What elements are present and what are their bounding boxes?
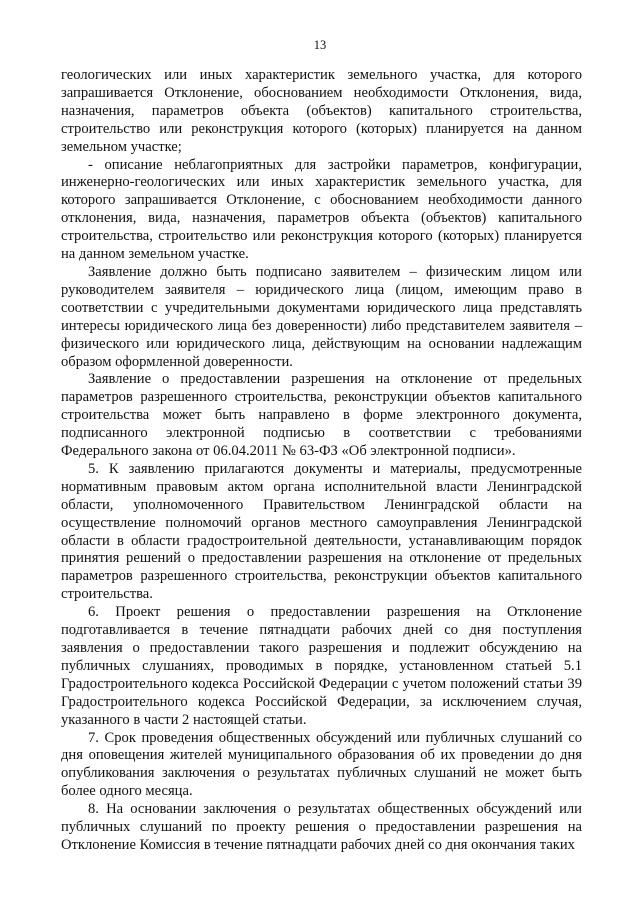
document-body — [61, 67, 582, 855]
paragraph-item-7: 7. Срок проведения общественных обсуждений или публичных слушаний со дня оповещения жителей муниципального образования об их проведении до дня опубликования заключения о результатах публичных слушаний не может быть более одного месяца. — [61, 729, 582, 800]
page-number: 13 — [313, 38, 327, 52]
paragraph-item-5: 5. К заявлению прилагаются документы и материалы, предусмотренные нормативным правовым актом органа исполнительной власти Ленинградской области, уполномоченного Правительством Ленинградской области на осуществление полномочий органов местного самоуправления Ленинградской области в области градостроительной деятельности, устанавливающим порядок принятия решений о предоставлении разрешения на отклонение от предельных параметров разрешенного строительства, реконструкции объектов капитального строительства. — [61, 460, 582, 603]
paragraph-list-item: - описание неблагоприятных для застройки параметров, конфигурации, инженерно-геологических или иных характеристик земельного участка, для которого запрашивается Отклонение, с обоснованием необходимости данного отклонения, вида, назначения, параметров объекта (объектов) капитального строительства, строительство или реконструкция которого (которых) планируется на данном земельном участке. — [61, 156, 582, 263]
paragraph-item-6: 6. Проект решения о предоставлении разрешения на Отклонение подготавливается в течение пятнадцати рабочих дней со дня поступления заявления о предоставлении такого разрешения и подлежит обсуждению на публичных слушаниях, проводимых в порядке, установленном статьей 5.1 Градостроительного кодекса Российской Федерации с учетом положений статьи 39 Градостроительного кодекса Российской Федерации, за исключением случая, указанного в части 2 настоящей статьи. — [61, 604, 582, 728]
paragraph-continuation: геологических или иных характеристик земельного участка, для которого запрашивается Отклонение, обоснованием необходимости Отклонения, вида, назначения, параметров объекта (объектов) капитального строительства, строительство или реконструкция которого (которых) планируется на данном земельном участке; — [61, 67, 582, 155]
paragraph: Заявление должно быть подписано заявителем – физическим лицом или руководителем заявителя – юридического лица (лицом, имеющим право в соответствии с учредительными документами юридического лица представлять интересы юридического лица без доверенности) либо представителем заявителя – физического или юридического лица, действующим на основании надлежащим образом оформленной доверенности. — [61, 263, 582, 370]
paragraph-item-8: 8. На основании заключения о результатах общественных обсуждений или публичных слушаний по проекту решения о предоставлении разрешения на Отклонение Комиссия в течение пятнадцати рабочих дней со дня окончания таких — [61, 801, 582, 853]
paragraph: Заявление о предоставлении разрешения на отклонение от предельных параметров разрешенного строительства, реконструкции объектов капитального строительства может быть направлено в форме электронного документа, подписанного электронной подписью в соответствии с требованиями Федерального закона от 06.04.2011 № 63-ФЗ «Об электронной подписи». — [61, 371, 582, 460]
